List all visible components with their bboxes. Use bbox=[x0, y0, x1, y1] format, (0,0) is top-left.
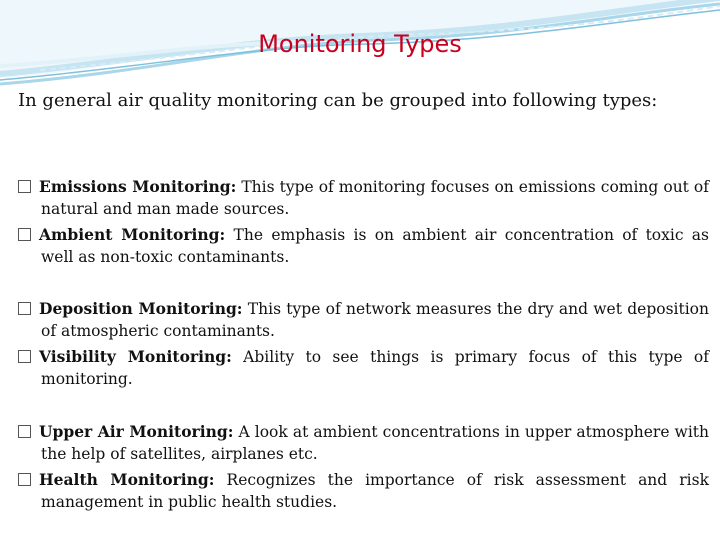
item-text: This type of monitoring focuses on emissions coming out of natural and man made sources. bbox=[41, 178, 709, 218]
list-item bbox=[18, 421, 709, 465]
checkbox-bullet-icon bbox=[18, 302, 31, 315]
item-term: Emissions Monitoring: bbox=[39, 177, 237, 196]
list-item bbox=[18, 346, 709, 390]
item-term: Deposition Monitoring: bbox=[39, 299, 243, 318]
checkbox-bullet-icon bbox=[18, 425, 31, 438]
list-item bbox=[18, 176, 709, 220]
slide-title: Monitoring Types bbox=[258, 30, 462, 58]
item-term: Ambient Monitoring: bbox=[39, 225, 226, 244]
list-item bbox=[18, 469, 709, 513]
item-text: Recognizes the importance of risk assessment and risk management in public health studies. bbox=[41, 471, 709, 511]
item-text: A look at ambient concentrations in upper atmosphere with the help of satellites, airplanes etc. bbox=[41, 423, 709, 463]
item-term: Visibility Monitoring: bbox=[39, 347, 232, 366]
item-text: This type of network measures the dry and wet deposition of atmospheric contaminants. bbox=[41, 300, 709, 340]
checkbox-bullet-icon bbox=[18, 350, 31, 363]
item-term: Health Monitoring: bbox=[39, 470, 215, 489]
list-item bbox=[18, 224, 709, 268]
intro-paragraph: In general air quality monitoring can be grouped into following types: bbox=[18, 90, 658, 111]
list-item bbox=[18, 298, 709, 342]
item-term: Upper Air Monitoring: bbox=[39, 422, 234, 441]
item-text: The emphasis is on ambient air concentration of toxic as well as non-toxic contaminants. bbox=[41, 226, 710, 266]
checkbox-bullet-icon bbox=[18, 180, 31, 193]
item-text: Ability to see things is primary focus of this type of monitoring. bbox=[41, 348, 709, 388]
checkbox-bullet-icon bbox=[18, 473, 31, 486]
checkbox-bullet-icon bbox=[18, 228, 31, 241]
